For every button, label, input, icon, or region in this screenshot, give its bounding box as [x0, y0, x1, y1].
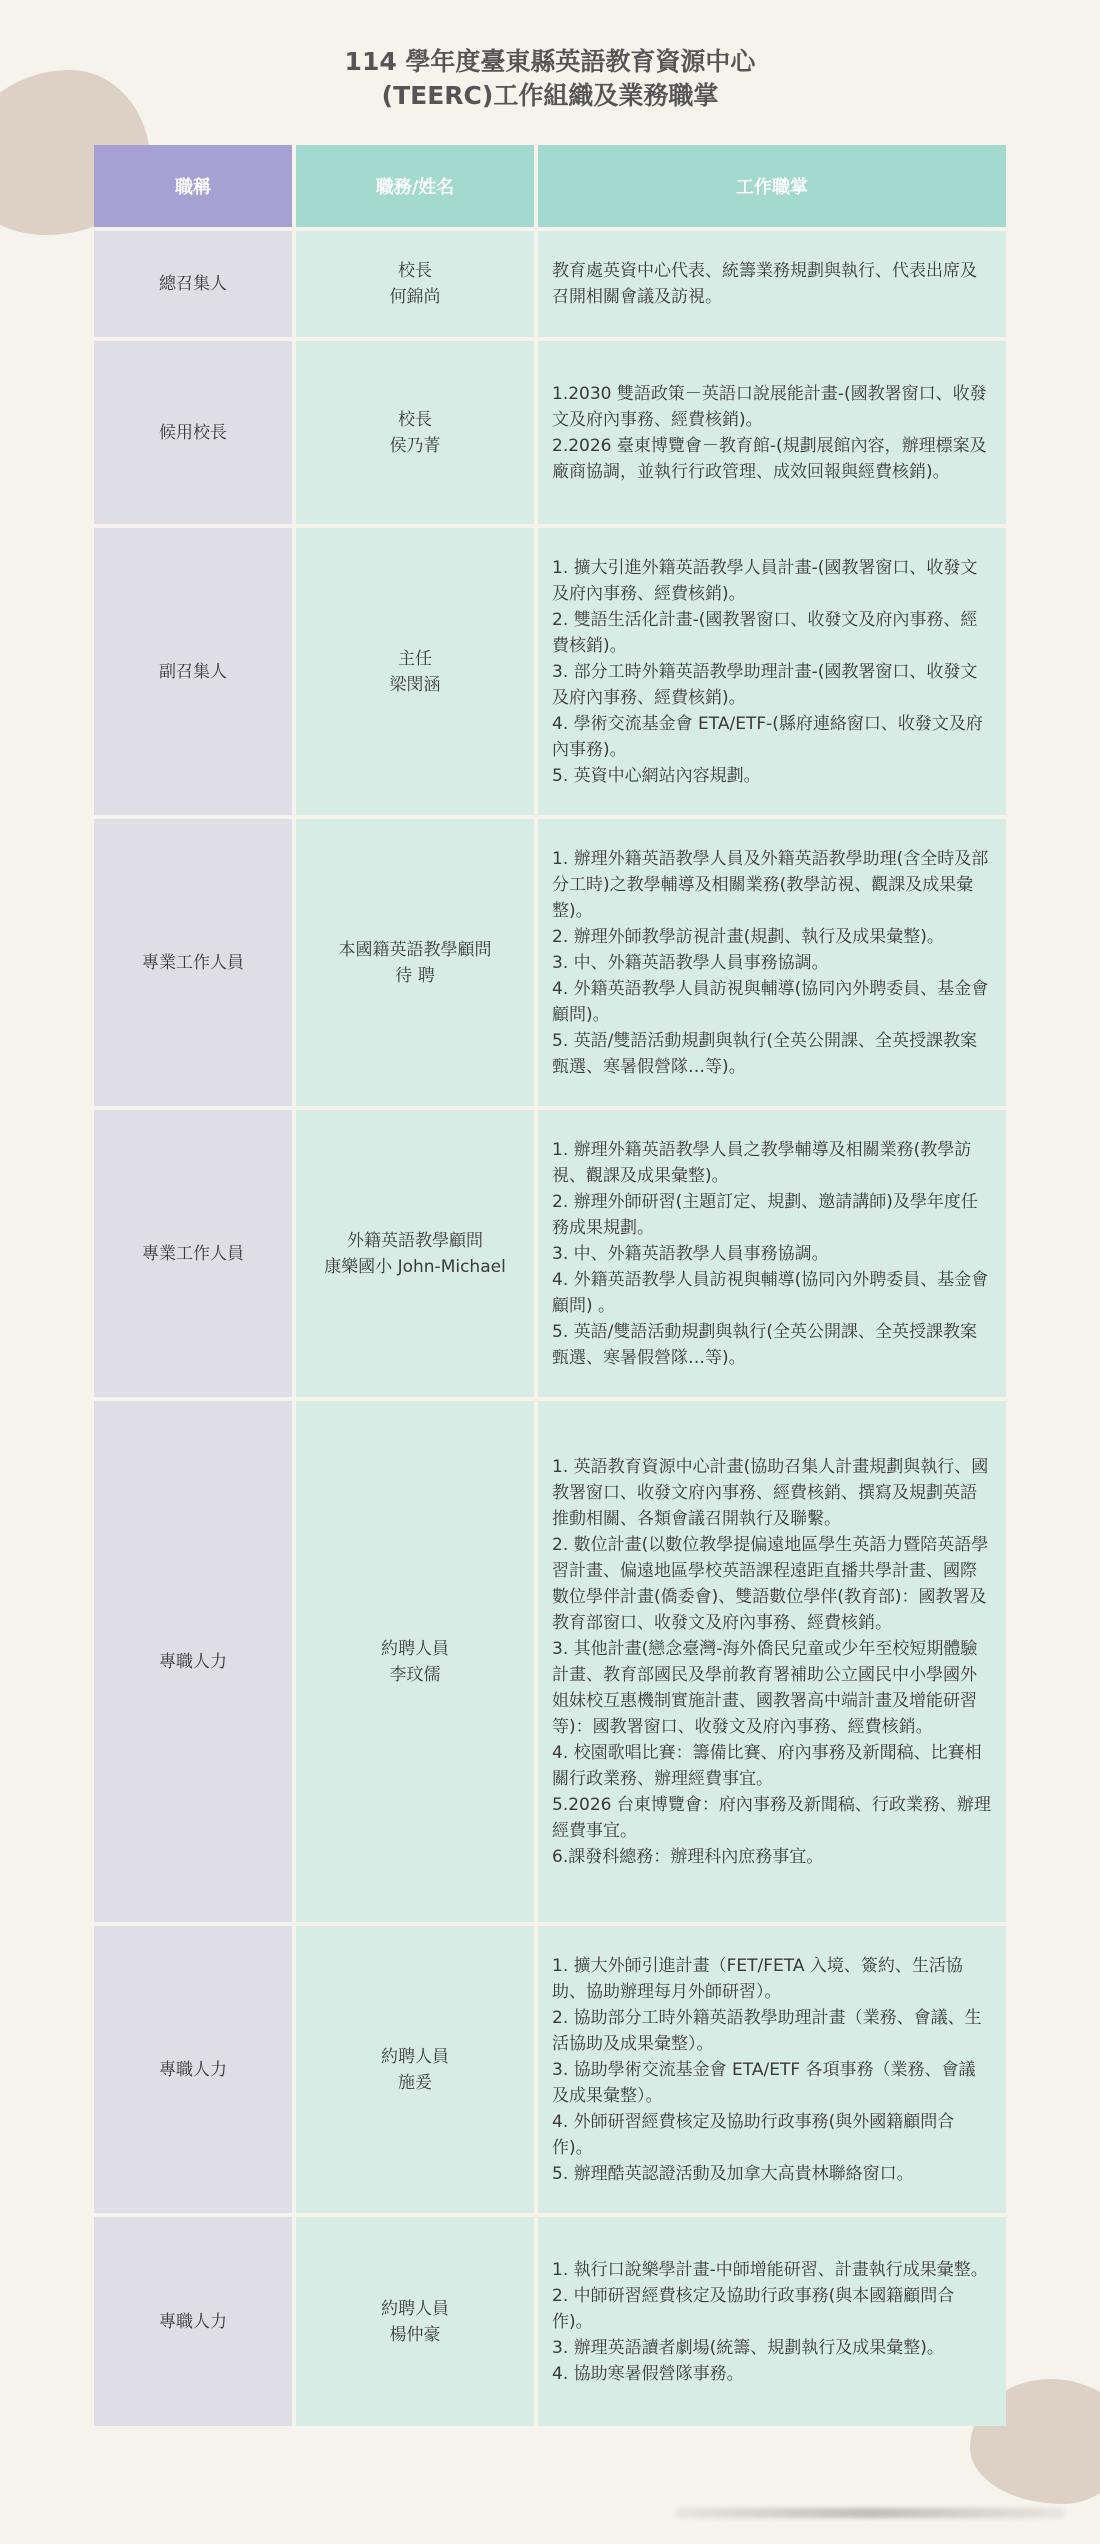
row-duties: 教育處英資中心代表、統籌業務規劃與執行、代表出席及召開相關會議及訪視。 — [538, 231, 1006, 337]
table-row — [94, 341, 1006, 524]
row-role: 專職人力 — [94, 1401, 292, 1922]
row-name: 外籍英語教學顧問 康樂國小 John-Michael — [296, 1110, 534, 1397]
row-name: 約聘人員 李玟儒 — [296, 1401, 534, 1922]
row-role: 專業工作人員 — [94, 1110, 292, 1397]
row-name: 約聘人員 楊仲豪 — [296, 2217, 534, 2426]
row-duties: 1. 英語教育資源中心計畫(協助召集人計畫規劃與執行、國教署窗口、收發文府內事務、經費核銷、撰寫及規劃英語推動相關、各類會議召開執行及聯繫。 2. 數位計畫(以數位教學提偏遠地區學生英語力暨陪英語學習計畫、偏遠地區學校英語課程遠距直播共學計畫、國際數位學伴計畫(僑委會)、雙語數位學伴(教育部)：國教署及教育部窗口、收發文及府內事務、經費核銷。 3. 其他計畫(戀念臺灣-海外僑民兒童或少年至校短期體驗計畫、教育部國民及學前教育署補助公立國民中小學國外姐妹校互惠機制實施計畫、國教署高中端計畫及增能研習等)：國教署窗口、收發文及府內事務、經費核銷。 4. 校園歌唱比賽：籌備比賽、府內事務及新聞稿、比賽相關行政業務、辦理經費事宜。 5.2026 台東博覽會：府內事務及新聞稿、行政業務、辦理經費事宜。 6.課發科總務：辦理科內庶務事宜。 — [538, 1401, 1006, 1922]
duty-table — [90, 141, 1010, 2430]
row-role: 候用校長 — [94, 341, 292, 524]
row-duties: 1.2030 雙語政策－英語口說展能計畫-(國教署窗口、收發文及府內事務、經費核銷)。 2.2026 臺東博覽會－教育館-(規劃展館內容，辦理標案及廠商協調，並執行行政管理、成效回報與經費核銷)。 — [538, 341, 1006, 524]
table-row — [94, 231, 1006, 337]
table-row — [94, 819, 1006, 1106]
row-duties: 1. 擴大引進外籍英語教學人員計畫-(國教署窗口、收發文及府內事務、經費核銷)。 2. 雙語生活化計畫-(國教署窗口、收發文及府內事務、經費核銷)。 3. 部分工時外籍英語教學助理計畫-(國教署窗口、收發文及府內事務、經費核銷)。 4. 學術交流基金會 ETA/ETF-(縣府連絡窗口、收發文及府內事務)。 5. 英資中心網站內容規劃。 — [538, 528, 1006, 815]
row-role: 專業工作人員 — [94, 819, 292, 1106]
table-header-row — [94, 145, 1006, 227]
row-name: 約聘人員 施爰 — [296, 1926, 534, 2213]
row-name: 主任 梁閔涵 — [296, 528, 534, 815]
row-name: 校長 侯乃菁 — [296, 341, 534, 524]
decorative-shadow — [675, 2508, 1065, 2518]
row-role: 副召集人 — [94, 528, 292, 815]
page-title: 114 學年度臺東縣英語教育資源中心 — [344, 47, 756, 76]
page-subtitle: (TEERC)工作組織及業務職掌 — [381, 81, 719, 110]
header-duties: 工作職掌 — [538, 145, 1006, 227]
table-row — [94, 1110, 1006, 1397]
row-role: 專職人力 — [94, 2217, 292, 2426]
row-duties: 1. 辦理外籍英語教學人員之教學輔導及相關業務(教學訪視、觀課及成果彙整)。 2. 辦理外師研習(主題訂定、規劃、邀請講師)及學年度任務成果規劃。 3. 中、外籍英語教學人員事務協調。 4. 外籍英語教學人員訪視與輔導(協同內外聘委員、基金會顧問) 。 5. 英語/雙語活動規劃與執行(全英公開課、全英授課教案甄選、寒暑假營隊…等)。 — [538, 1110, 1006, 1397]
row-duties: 1. 執行口說樂學計畫-中師增能研習、計畫執行成果彙整。 2. 中師研習經費核定及協助行政事務(與本國籍顧問合作)。 3. 辦理英語讀者劇場(統籌、規劃執行及成果彙整)。 4. 協助寒暑假營隊事務。 — [538, 2217, 1006, 2426]
table-row — [94, 1926, 1006, 2213]
table-row — [94, 1401, 1006, 1922]
row-role: 專職人力 — [94, 1926, 292, 2213]
header-name: 職務/姓名 — [296, 145, 534, 227]
header-role: 職稱 — [94, 145, 292, 227]
row-role: 總召集人 — [94, 231, 292, 337]
row-duties: 1. 擴大外師引進計畫（FET/FETA 入境、簽約、生活協助、協助辦理每月外師研習）。 2. 協助部分工時外籍英語教學助理計畫（業務、會議、生活協助及成果彙整）。 3. 協助學術交流基金會 ETA/ETF 各項事務（業務、會議及成果彙整）。 4. 外師研習經費核定及協助行政事務(與外國籍顧問合作)。 5. 辦理酷英認證活動及加拿大高貴林聯絡窗口。 — [538, 1926, 1006, 2213]
row-duties: 1. 辦理外籍英語教學人員及外籍英語教學助理(含全時及部分工時)之教學輔導及相關業務(教學訪視、觀課及成果彙整)。 2. 辦理外師教學訪視計畫(規劃、執行及成果彙整)。 3. 中、外籍英語教學人員事務協調。 4. 外籍英語教學人員訪視與輔導(協同內外聘委員、基金會顧問)。 5. 英語/雙語活動規劃與執行(全英公開課、全英授課教案甄選、寒暑假營隊…等)。 — [538, 819, 1006, 1106]
row-name: 本國籍英語教學顧問 待 聘 — [296, 819, 534, 1106]
table-row — [94, 2217, 1006, 2426]
row-name: 校長 何錦尚 — [296, 231, 534, 337]
table-row — [94, 528, 1006, 815]
